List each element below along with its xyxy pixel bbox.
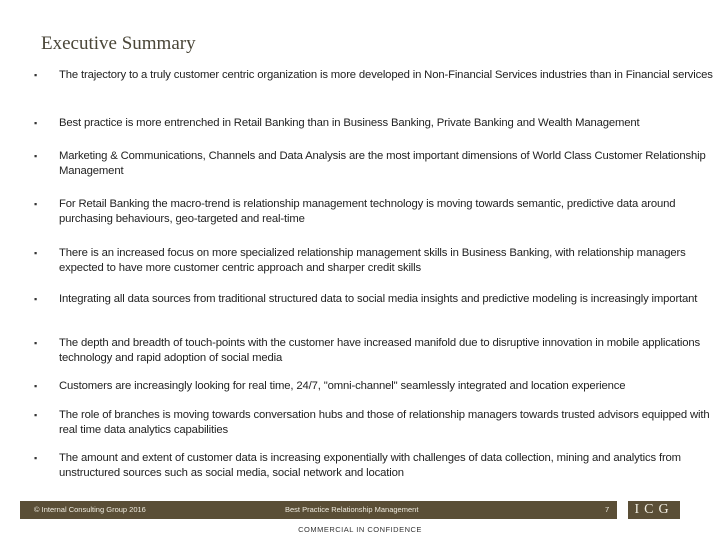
list-item-text: Integrating all data sources from traditional structured data to social media insights and predictive modeling is increasingly important (59, 293, 698, 305)
footer-copyright: © Internal Consulting Group 2016 (34, 505, 146, 514)
list-item-text: Customers are increasingly looking for real time, 24/7, "omni-channel" seamlessly integrated and location experience (59, 380, 626, 392)
bullet-icon: ▪ (34, 151, 38, 161)
bullet-icon: ▪ (34, 248, 38, 258)
list-item-text: The role of branches is moving towards conversation hubs and those of relationship managers towards trusted advisors equipped with real time data analytics capabilities (59, 409, 710, 436)
bullet-icon: ▪ (34, 453, 38, 463)
list-item-text: The depth and breadth of touch-points with the customer have increased manifold due to disruptive innovation in mobile applications technology and rapid adoption of social media (59, 337, 700, 364)
footer-bar (20, 501, 617, 519)
slide-title: Executive Summary (41, 33, 196, 54)
icg-logo: ICG (628, 501, 680, 519)
list-item-text: The amount and extent of customer data is increasing exponentially with challenges of data collection, mining and analytics from unstructured sources such as social media, social network and location (59, 452, 681, 479)
bullet-icon: ▪ (34, 70, 38, 80)
bullet-icon: ▪ (34, 410, 38, 420)
page-number: 7 (605, 505, 610, 514)
confidentiality-notice: COMMERCIAL IN CONFIDENCE (298, 525, 422, 534)
bullet-icon: ▪ (34, 338, 38, 348)
list-item-text: For Retail Banking the macro-trend is relationship management technology is moving towards semantic, predictive data around purchasing behaviours, geo-targeted and real-time (59, 198, 676, 225)
bullet-icon: ▪ (34, 381, 38, 391)
list-item-text: The trajectory to a truly customer centric organization is more developed in Non-Financial Services industries than in Financial services (59, 69, 713, 81)
footer-presentation-title: Best Practice Relationship Management (285, 505, 419, 514)
bullet-icon: ▪ (34, 199, 38, 209)
list-item-text: Best practice is more entrenched in Retail Banking than in Business Banking, Private Banking and Wealth Management (59, 117, 640, 129)
bullet-icon: ▪ (34, 118, 38, 128)
bullet-icon: ▪ (34, 294, 38, 304)
list-item-text: Marketing & Communications, Channels and Data Analysis are the most important dimensions of World Class Customer Relationship Management (59, 150, 706, 177)
list-item-text: There is an increased focus on more specialized relationship management skills in Business Banking, with relationship managers expected to have more customer centric approach and sharper credit skills (59, 247, 686, 274)
